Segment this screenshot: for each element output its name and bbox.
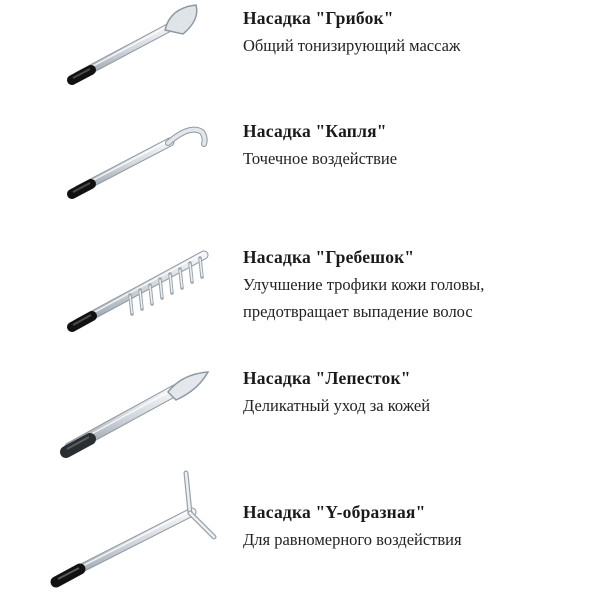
attachment-title: Насадка "Грибок"	[243, 8, 394, 28]
comb-electrode-icon	[0, 235, 240, 345]
attachment-petal	[0, 360, 600, 460]
attachment-title: Насадка "Лепесток"	[243, 368, 411, 388]
attachment-description	[243, 526, 462, 553]
attachment-description	[243, 145, 397, 172]
petal-electrode-icon	[0, 360, 240, 460]
mushroom-electrode-icon	[0, 0, 240, 100]
description-line: Точечное воздействие	[243, 149, 398, 168]
attachment-description	[243, 392, 430, 419]
y-shaped-electrode-icon	[0, 465, 240, 600]
description-line: Деликатный уход за кожей	[243, 396, 431, 415]
attachment-drop	[0, 110, 600, 210]
attachment-title: Насадка "Y-образная"	[243, 502, 426, 522]
attachment-y-shaped	[0, 465, 600, 600]
attachment-description	[243, 32, 460, 59]
attachment-title: Насадка "Капля"	[243, 121, 387, 141]
attachment-description	[243, 271, 484, 325]
attachment-title: Насадка "Гребешок"	[243, 247, 415, 267]
description-line: Для равномерного воздействия	[243, 530, 462, 549]
attachment-mushroom	[0, 0, 600, 100]
description-line: Улучшение трофики кожи головы,	[243, 275, 485, 294]
attachment-comb	[0, 235, 600, 345]
drop-electrode-icon	[0, 110, 240, 210]
description-line: предотвращает выпадение волос	[243, 302, 473, 321]
description-line: Общий тонизирующий массаж	[243, 36, 461, 55]
